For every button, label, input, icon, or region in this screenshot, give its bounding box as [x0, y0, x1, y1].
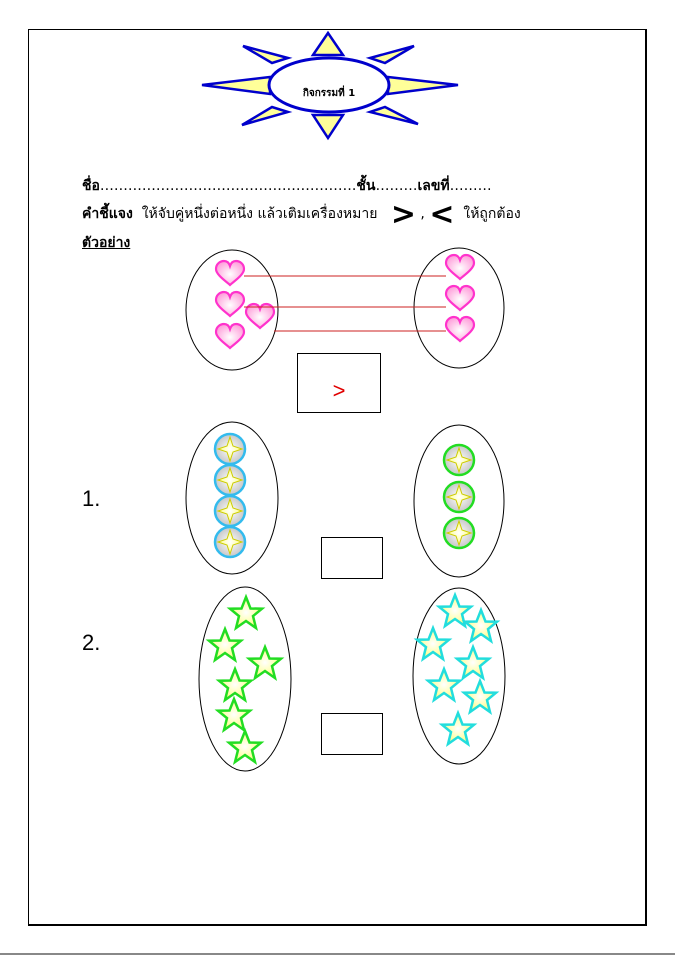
- greater-than-sign: >: [390, 197, 416, 232]
- star-icon: [219, 669, 251, 700]
- activity-title: กิจกรรมที่ 1: [302, 88, 356, 99]
- star-icon: [209, 629, 241, 660]
- heart-icon: [446, 317, 474, 341]
- item-number-2: 2.: [82, 630, 101, 655]
- star-icon: [442, 713, 474, 744]
- instruction-suffix: ให้ถูกต้อง: [463, 206, 521, 222]
- heart-icon: [246, 304, 274, 328]
- star-icon: [464, 681, 496, 712]
- sun-center: [269, 58, 389, 112]
- instruction-line: [82, 197, 521, 232]
- sun-ray: [202, 77, 270, 94]
- heart-icon: [216, 324, 244, 348]
- example-set-right: [414, 248, 504, 368]
- name-field[interactable]: ……………………………………………….: [99, 178, 357, 194]
- star-icon: [229, 731, 261, 762]
- sparkle-icon: [215, 434, 245, 464]
- sun-ray: [313, 33, 343, 55]
- sun-title-badge: [202, 33, 458, 138]
- star-icon: [230, 597, 262, 628]
- example-answer-box: [297, 353, 381, 413]
- number-field[interactable]: ………: [449, 178, 492, 194]
- star-icon: [457, 647, 489, 678]
- sun-ray: [242, 107, 288, 125]
- star-icon: [417, 628, 449, 659]
- sun-ray: [388, 77, 458, 94]
- sparkle-icon: [444, 445, 474, 475]
- sun-ray: [313, 115, 343, 138]
- item2-answer-box[interactable]: [321, 713, 383, 755]
- item2-set-left: [199, 587, 291, 771]
- sign-separator: ,: [420, 206, 425, 222]
- name-label: ชื่อ: [82, 178, 100, 194]
- less-than-sign: <: [429, 197, 455, 232]
- example-label: ตัวอย่าง: [82, 235, 131, 251]
- example-set-left: [186, 250, 278, 370]
- sparkle-icon: [444, 482, 474, 512]
- heart-icon: [216, 261, 244, 285]
- sun-ray: [370, 46, 414, 63]
- item2-set-right: [413, 588, 505, 764]
- item1-answer-box[interactable]: [321, 537, 383, 579]
- instruction-label: คำชี้แจง: [82, 206, 133, 222]
- sparkle-icon: [444, 518, 474, 548]
- item1-set-left: [186, 422, 278, 574]
- class-label: ชั้น: [356, 178, 376, 194]
- sun-ray: [370, 107, 418, 124]
- sparkle-icon: [215, 465, 245, 495]
- instruction-text: ให้จับคู่หนึ่งต่อหนึ่ง แล้วเติมเครื่องหมาย: [141, 206, 378, 222]
- sun-ray: [243, 46, 288, 63]
- item1-set-right: [414, 425, 504, 577]
- number-label: เลขที่: [417, 178, 450, 194]
- heart-icon: [446, 286, 474, 310]
- heart-icon: [446, 255, 474, 279]
- sparkle-icon: [215, 527, 245, 557]
- class-field[interactable]: ………: [375, 178, 418, 194]
- item-number-1: 1.: [82, 486, 101, 511]
- star-icon: [428, 669, 460, 700]
- student-info-line: [82, 176, 492, 196]
- example-answer: >: [332, 378, 346, 403]
- star-icon: [218, 699, 250, 730]
- heart-icon: [216, 292, 244, 316]
- star-icon: [249, 647, 281, 678]
- sparkle-icon: [215, 496, 245, 526]
